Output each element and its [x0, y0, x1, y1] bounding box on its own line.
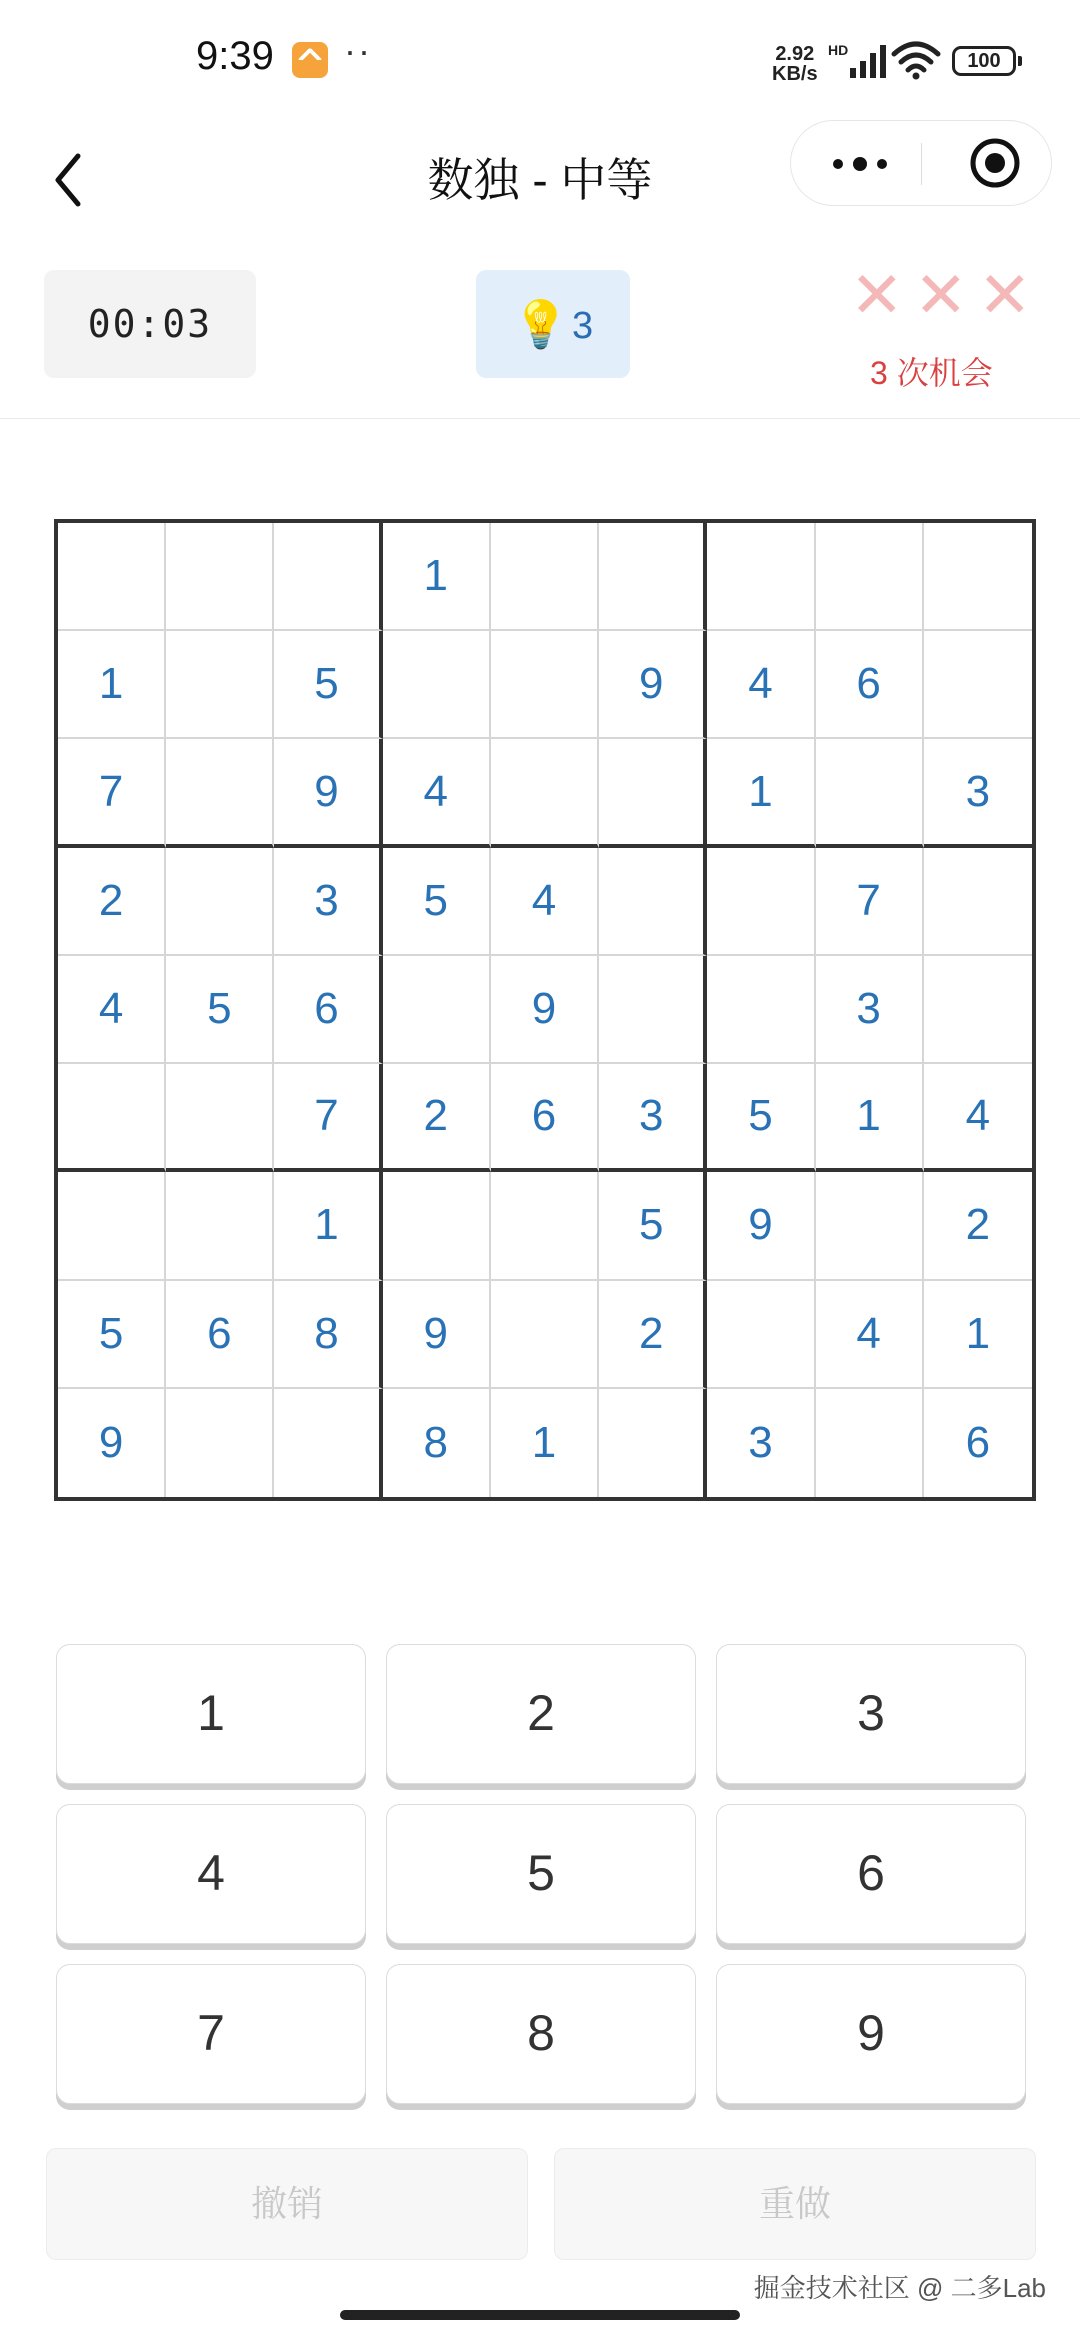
sudoku-cell[interactable]	[599, 956, 707, 1064]
network-speed-value: 2.92	[775, 43, 815, 65]
sudoku-cell[interactable]: 9	[58, 1389, 166, 1497]
sudoku-cell[interactable]	[274, 1389, 382, 1497]
sudoku-cell[interactable]: 7	[816, 848, 924, 956]
sudoku-cell[interactable]: 2	[924, 1172, 1032, 1280]
sudoku-cell[interactable]: 1	[924, 1281, 1032, 1389]
sudoku-cell[interactable]: 9	[599, 631, 707, 739]
sudoku-cell[interactable]	[816, 1172, 924, 1280]
sudoku-cell[interactable]	[166, 739, 274, 847]
sudoku-cell[interactable]: 9	[383, 1281, 491, 1389]
sudoku-cell[interactable]	[599, 523, 707, 631]
sudoku-cell[interactable]: 1	[816, 1064, 924, 1172]
sudoku-cell[interactable]: 3	[599, 1064, 707, 1172]
status-time: 9:39	[196, 34, 274, 78]
sudoku-cell[interactable]: 4	[491, 848, 599, 956]
chances-label: 3 次机会	[870, 355, 993, 391]
sudoku-cell[interactable]	[924, 956, 1032, 1064]
sudoku-cell[interactable]: 4	[816, 1281, 924, 1389]
sudoku-cell[interactable]	[924, 631, 1032, 739]
sudoku-cell[interactable]: 8	[274, 1281, 382, 1389]
action-buttons	[46, 2148, 1036, 2260]
sudoku-cell[interactable]	[599, 1389, 707, 1497]
sudoku-cell[interactable]	[491, 739, 599, 847]
sudoku-cell[interactable]: 6	[816, 631, 924, 739]
sudoku-cell[interactable]	[383, 1172, 491, 1280]
home-indicator[interactable]	[340, 2310, 740, 2320]
sudoku-cell[interactable]: 2	[599, 1281, 707, 1389]
sudoku-cell[interactable]	[166, 1064, 274, 1172]
sudoku-cell[interactable]	[491, 1281, 599, 1389]
sudoku-cell[interactable]	[166, 1172, 274, 1280]
sudoku-cell[interactable]	[599, 848, 707, 956]
sudoku-cell[interactable]: 5	[383, 848, 491, 956]
mini-program-capsule	[790, 120, 1052, 206]
sudoku-cell[interactable]	[491, 631, 599, 739]
number-key-8[interactable]: 8	[386, 1964, 696, 2104]
sudoku-cell[interactable]: 4	[924, 1064, 1032, 1172]
sudoku-cell[interactable]	[707, 1281, 815, 1389]
sudoku-cell[interactable]	[274, 523, 382, 631]
sudoku-cell[interactable]: 7	[274, 1064, 382, 1172]
game-info-bar	[0, 240, 1080, 419]
nav-bar	[0, 120, 1080, 240]
sudoku-cell[interactable]: 3	[274, 848, 382, 956]
chevron-left-icon[interactable]	[44, 140, 104, 220]
sudoku-cell[interactable]: 5	[166, 956, 274, 1064]
app-notification-icon	[292, 42, 328, 78]
sudoku-cell[interactable]: 6	[491, 1064, 599, 1172]
sudoku-cell[interactable]: 7	[58, 739, 166, 847]
sudoku-cell[interactable]	[707, 848, 815, 956]
lightbulb-icon: 💡	[512, 298, 570, 350]
number-key-6[interactable]: 6	[716, 1804, 1026, 1944]
sudoku-cell[interactable]	[166, 848, 274, 956]
number-key-3[interactable]: 3	[716, 1644, 1026, 1784]
number-key-5[interactable]: 5	[386, 1804, 696, 1944]
number-key-7[interactable]: 7	[56, 1964, 366, 2104]
target-circle-icon[interactable]	[953, 121, 1037, 205]
sudoku-cell[interactable]: 6	[274, 956, 382, 1064]
sudoku-cell[interactable]: 9	[491, 956, 599, 1064]
sudoku-cell[interactable]	[816, 523, 924, 631]
wifi-icon	[890, 40, 942, 80]
sudoku-cell[interactable]: 1	[58, 631, 166, 739]
sudoku-cell[interactable]	[707, 523, 815, 631]
sudoku-cell[interactable]	[166, 1389, 274, 1497]
sudoku-cell[interactable]: 9	[707, 1172, 815, 1280]
sudoku-cell[interactable]	[58, 1064, 166, 1172]
sudoku-cell[interactable]	[58, 523, 166, 631]
sudoku-cell[interactable]: 5	[599, 1172, 707, 1280]
game-timer: 00:03	[44, 270, 256, 378]
mistake-x-icon: ✕	[978, 259, 1032, 331]
sudoku-cell[interactable]: 3	[816, 956, 924, 1064]
network-speed-unit: KB/s	[772, 63, 818, 85]
mistake-x-icon: ✕	[850, 259, 904, 331]
sudoku-cell[interactable]	[816, 1389, 924, 1497]
sudoku-cell[interactable]: 2	[383, 1064, 491, 1172]
signal-icon	[846, 44, 892, 78]
sudoku-cell[interactable]: 3	[707, 1389, 815, 1497]
sudoku-cell[interactable]: 5	[274, 631, 382, 739]
sudoku-cell[interactable]: 4	[383, 739, 491, 847]
sudoku-cell[interactable]	[707, 956, 815, 1064]
sudoku-cell[interactable]	[816, 739, 924, 847]
hd-badge: HD	[828, 42, 849, 58]
network-speed	[772, 44, 818, 84]
sudoku-cell[interactable]	[166, 523, 274, 631]
page-title: 数独 - 中等	[427, 154, 653, 206]
sudoku-cell[interactable]	[166, 631, 274, 739]
redo-button[interactable]: 重做	[554, 2148, 1036, 2260]
sudoku-cell[interactable]	[383, 631, 491, 739]
number-key-4[interactable]: 4	[56, 1804, 366, 1944]
sudoku-cell[interactable]: 9	[274, 739, 382, 847]
sudoku-cell[interactable]	[383, 956, 491, 1064]
number-key-2[interactable]: 2	[386, 1644, 696, 1784]
sudoku-cell[interactable]: 5	[707, 1064, 815, 1172]
number-key-9[interactable]: 9	[716, 1964, 1026, 2104]
number-key-1[interactable]: 1	[56, 1644, 366, 1784]
sudoku-cell[interactable]: 5	[58, 1281, 166, 1389]
sudoku-cell[interactable]: 4	[707, 631, 815, 739]
sudoku-board	[54, 519, 1036, 1501]
sudoku-cell[interactable]: 1	[707, 739, 815, 847]
number-pad	[56, 1644, 1026, 2104]
undo-button[interactable]: 撤销	[46, 2148, 528, 2260]
sudoku-cell[interactable]: 6	[166, 1281, 274, 1389]
watermark: 掘金技术社区 @ 二多Lab	[753, 2273, 1046, 2303]
status-more-dots: ··	[344, 30, 372, 71]
sudoku-cell[interactable]	[599, 739, 707, 847]
sudoku-cell[interactable]: 1	[491, 1389, 599, 1497]
mistake-x-icon: ✕	[914, 259, 968, 331]
sudoku-cell[interactable]: 1	[383, 523, 491, 631]
sudoku-cell[interactable]: 3	[924, 739, 1032, 847]
sudoku-cell[interactable]	[491, 1172, 599, 1280]
battery-indicator: 100	[952, 46, 1016, 76]
sudoku-cell[interactable]: 6	[965, 1417, 991, 1467]
mistake-marks	[850, 260, 1040, 330]
sudoku-cell[interactable]	[491, 523, 599, 631]
sudoku-cell[interactable]	[924, 848, 1032, 956]
sudoku-cell[interactable]: 1	[274, 1172, 382, 1280]
sudoku-cell[interactable]	[924, 523, 1032, 631]
sudoku-cell[interactable]: 4	[58, 956, 166, 1064]
sudoku-cell[interactable]: 2	[58, 848, 166, 956]
more-dots-icon[interactable]	[809, 121, 909, 205]
hint-button[interactable]	[476, 270, 630, 378]
hint-count: 3	[572, 305, 594, 347]
sudoku-cell[interactable]	[58, 1172, 166, 1280]
capsule-divider	[921, 143, 922, 185]
status-bar	[0, 0, 1080, 120]
sudoku-cell[interactable]: 8	[383, 1389, 491, 1497]
